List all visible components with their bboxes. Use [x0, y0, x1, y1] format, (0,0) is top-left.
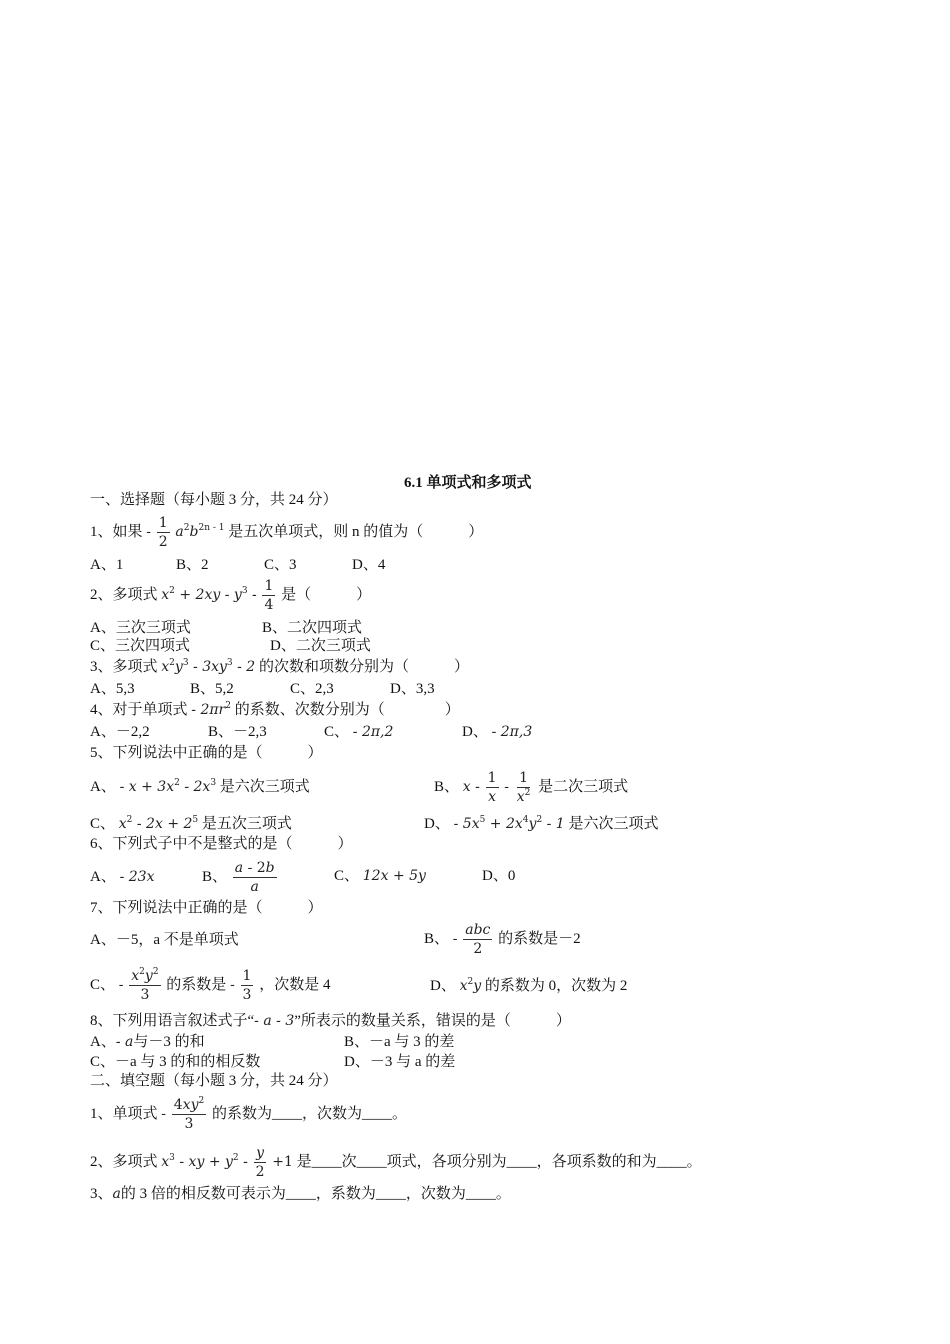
question-2-suffix: 是（ ） — [281, 587, 372, 603]
math-expression: $a^2b^{2n - 1}$ — [175, 523, 225, 540]
math-fraction: $\frac{a - 2b}{a}$ — [234, 860, 275, 896]
question-5-stem: 5、下列说法中正确的是（ ） — [90, 745, 323, 761]
fill-3-suffix: 的 3 倍的相反数可表示为____，系数为____，次数为____。 — [120, 1186, 511, 1202]
question-3-suffix: 的次数和项数分别为（ ） — [258, 659, 469, 675]
fill-2-prefix: 2、多项式 — [90, 1154, 158, 1170]
math-expression: a — [112, 1186, 121, 1202]
q8-option-a-label: A、 — [90, 1034, 116, 1050]
math-expression: - 2π,3 — [491, 724, 533, 740]
math-expression: $x^2 - 2x + 2^5$ — [118, 815, 199, 832]
q5-option-a-text: 是六次三项式 — [219, 779, 310, 795]
math-fraction: $\frac{1}{x^2}$ — [516, 770, 531, 806]
math-expression: - a - 3 — [254, 1013, 295, 1029]
math-expression: - $x + 3x^2 - 2x^3$ — [119, 778, 217, 795]
math-fraction: $\frac{\text{abc}}{2}$ — [465, 922, 491, 958]
q5-option-a-label: A、 — [90, 779, 116, 795]
math-expression: - — [504, 779, 510, 795]
q4-option-c-label: C、 — [324, 724, 350, 740]
q7-option-b-text: 的系数是－2 — [498, 931, 581, 947]
q6-option-b-label: B、 — [202, 869, 228, 885]
q6-option-d: D、0 — [482, 868, 516, 884]
q8-option-a — [90, 1032, 205, 1052]
q7-option-c-label: C、 — [90, 977, 116, 993]
q5-option-c — [90, 814, 292, 834]
question-8-suffix: ”所表示的数量关系，错误的是（ ） — [294, 1013, 571, 1029]
q4-option-c — [324, 722, 393, 742]
q6-option-b — [202, 858, 279, 896]
q4-option-b: B、－2,3 — [208, 724, 267, 740]
question-2 — [90, 576, 371, 614]
q1-option-b: B、2 — [176, 557, 209, 573]
math-expression: - — [146, 524, 151, 540]
q8-option-b: B、－a 与 3 的差 — [344, 1034, 455, 1050]
q7-option-d-label: D、 — [430, 978, 456, 994]
q7-option-a: A、－5，a 不是单项式 — [90, 932, 239, 948]
fill-1-suffix: 的系数为____，次数为____。 — [211, 1106, 407, 1122]
question-7-stem: 7、下列说法中正确的是（ ） — [90, 900, 323, 916]
math-fraction: $\frac{1}{3}$ — [242, 968, 252, 1004]
math-expression: - $5x^5 + 2x^4y^2 - 1$ — [453, 815, 565, 832]
math-fraction: $\frac{x^2y^2}{3}$ — [131, 967, 159, 1004]
q1-option-a: A、1 — [90, 557, 124, 573]
question-8 — [90, 1011, 571, 1031]
math-expression: $x^2 + 2xy - y^3$ - — [161, 586, 257, 603]
q8-option-a-text: 与－3 的和 — [133, 1034, 205, 1050]
q6-option-a-label: A、 — [90, 869, 116, 885]
question-4 — [90, 700, 460, 720]
q3-option-a: A、5,3 — [90, 681, 135, 697]
fill-question-2 — [90, 1142, 702, 1182]
q3-option-d: D、3,3 — [390, 681, 435, 697]
math-expression: x - — [462, 779, 480, 795]
q5-option-d-text: 是六次三项式 — [568, 816, 659, 832]
math-fraction: $\frac{4xy^2}{3}$ — [173, 1096, 205, 1133]
q6-option-a — [90, 858, 155, 896]
q1-option-d: D、4 — [352, 557, 386, 573]
math-expression: - — [161, 1106, 166, 1122]
section-heading-fill: 二、填空题（每小题 3 分，共 24 分） — [90, 1073, 338, 1089]
math-expression: $x^2y^3 - 3xy^3 - 2$ — [161, 658, 256, 675]
math-expression: - — [118, 977, 124, 993]
question-4-prefix: 4、对于单项式 — [90, 702, 188, 718]
q5-option-b-text: 是二次三项式 — [538, 779, 629, 795]
math-fraction: $\frac{1}{2}$ — [158, 515, 168, 551]
q5-option-b-label: B、 — [434, 779, 460, 795]
q5-option-c-text: 是五次三项式 — [201, 816, 292, 832]
math-expression: +1 — [272, 1154, 293, 1170]
question-8-prefix: 8、下列用语言叙述式子“ — [90, 1013, 255, 1029]
q7-option-c — [90, 966, 330, 1004]
math-expression: - 23x — [119, 869, 155, 885]
question-2-prefix: 2、多项式 — [90, 587, 158, 603]
math-expression: - $2\pi r^2$ — [191, 701, 231, 718]
question-1-suffix: 是五次单项式，则 n 的值为（ ） — [228, 524, 484, 540]
question-4-suffix: 的系数、次数分别为（ ） — [234, 702, 460, 718]
fill-2-suffix: 是____次____项式，各项分别为____，各项系数的和为____。 — [296, 1154, 702, 1170]
math-expression: 12x + 5y — [362, 868, 426, 884]
q5-option-b — [434, 768, 628, 806]
question-3-prefix: 3、多项式 — [90, 659, 158, 675]
q5-option-c-label: C、 — [90, 816, 116, 832]
q4-option-a: A、－2,2 — [90, 724, 150, 740]
math-fraction: $\frac{1}{4}$ — [264, 578, 274, 614]
math-expression: - — [452, 931, 458, 947]
q8-option-d: D、－3 与 a 的差 — [344, 1054, 456, 1070]
math-expression: $x^3$ - xy + $y^2$ - — [161, 1153, 248, 1170]
question-3 — [90, 657, 469, 677]
q4-option-d-label: D、 — [462, 724, 488, 740]
q5-option-a — [90, 768, 310, 806]
math-expression: - a — [115, 1034, 134, 1050]
q5-option-d-label: D、 — [424, 816, 450, 832]
q7-option-c-mid: 的系数是 — [166, 977, 227, 993]
q4-option-d — [462, 722, 532, 742]
math-fraction: $\frac{y}{2}$ — [255, 1145, 265, 1181]
q7-option-d-text: 的系数为 0，次数为 2 — [484, 978, 628, 994]
q3-option-b: B、5,2 — [190, 681, 234, 697]
q7-option-d — [430, 976, 627, 996]
q7-option-b-label: B、 — [424, 931, 450, 947]
q5-option-d — [424, 814, 658, 834]
math-expression: - 2π,2 — [352, 724, 394, 740]
q7-option-c-text: ，次数是 4 — [259, 977, 331, 993]
fill-question-3 — [90, 1184, 511, 1204]
math-fraction: $\frac{1}{x}$ — [487, 770, 497, 806]
fill-1-prefix: 1、单项式 — [90, 1106, 158, 1122]
q2-option-d: D、二次三项式 — [270, 638, 371, 654]
math-expression: $x^2y$ — [459, 977, 482, 994]
question-1 — [90, 513, 483, 551]
q8-option-c: C、－a 与 3 的和的相反数 — [90, 1054, 261, 1070]
question-1-prefix: 1、如果 — [90, 524, 143, 540]
q6-option-c — [334, 866, 426, 886]
q6-option-c-label: C、 — [334, 868, 360, 884]
q3-option-c: C、2,3 — [290, 681, 334, 697]
q2-option-a: A、三次三项式 — [90, 620, 191, 636]
page-title: 6.1 单项式和多项式 — [404, 475, 532, 491]
section-heading-choice: 一、选择题（每小题 3 分，共 24 分） — [90, 492, 338, 508]
q2-option-b: B、二次四项式 — [262, 620, 363, 636]
q1-option-c: C、3 — [264, 557, 297, 573]
q2-option-c: C、三次四项式 — [90, 638, 191, 654]
math-expression: - — [230, 977, 235, 993]
fill-question-1 — [90, 1094, 407, 1134]
question-6-stem: 6、下列式子中不是整式的是（ ） — [90, 836, 353, 852]
q7-option-b — [424, 920, 581, 958]
fill-3-number: 3、 — [90, 1186, 113, 1202]
